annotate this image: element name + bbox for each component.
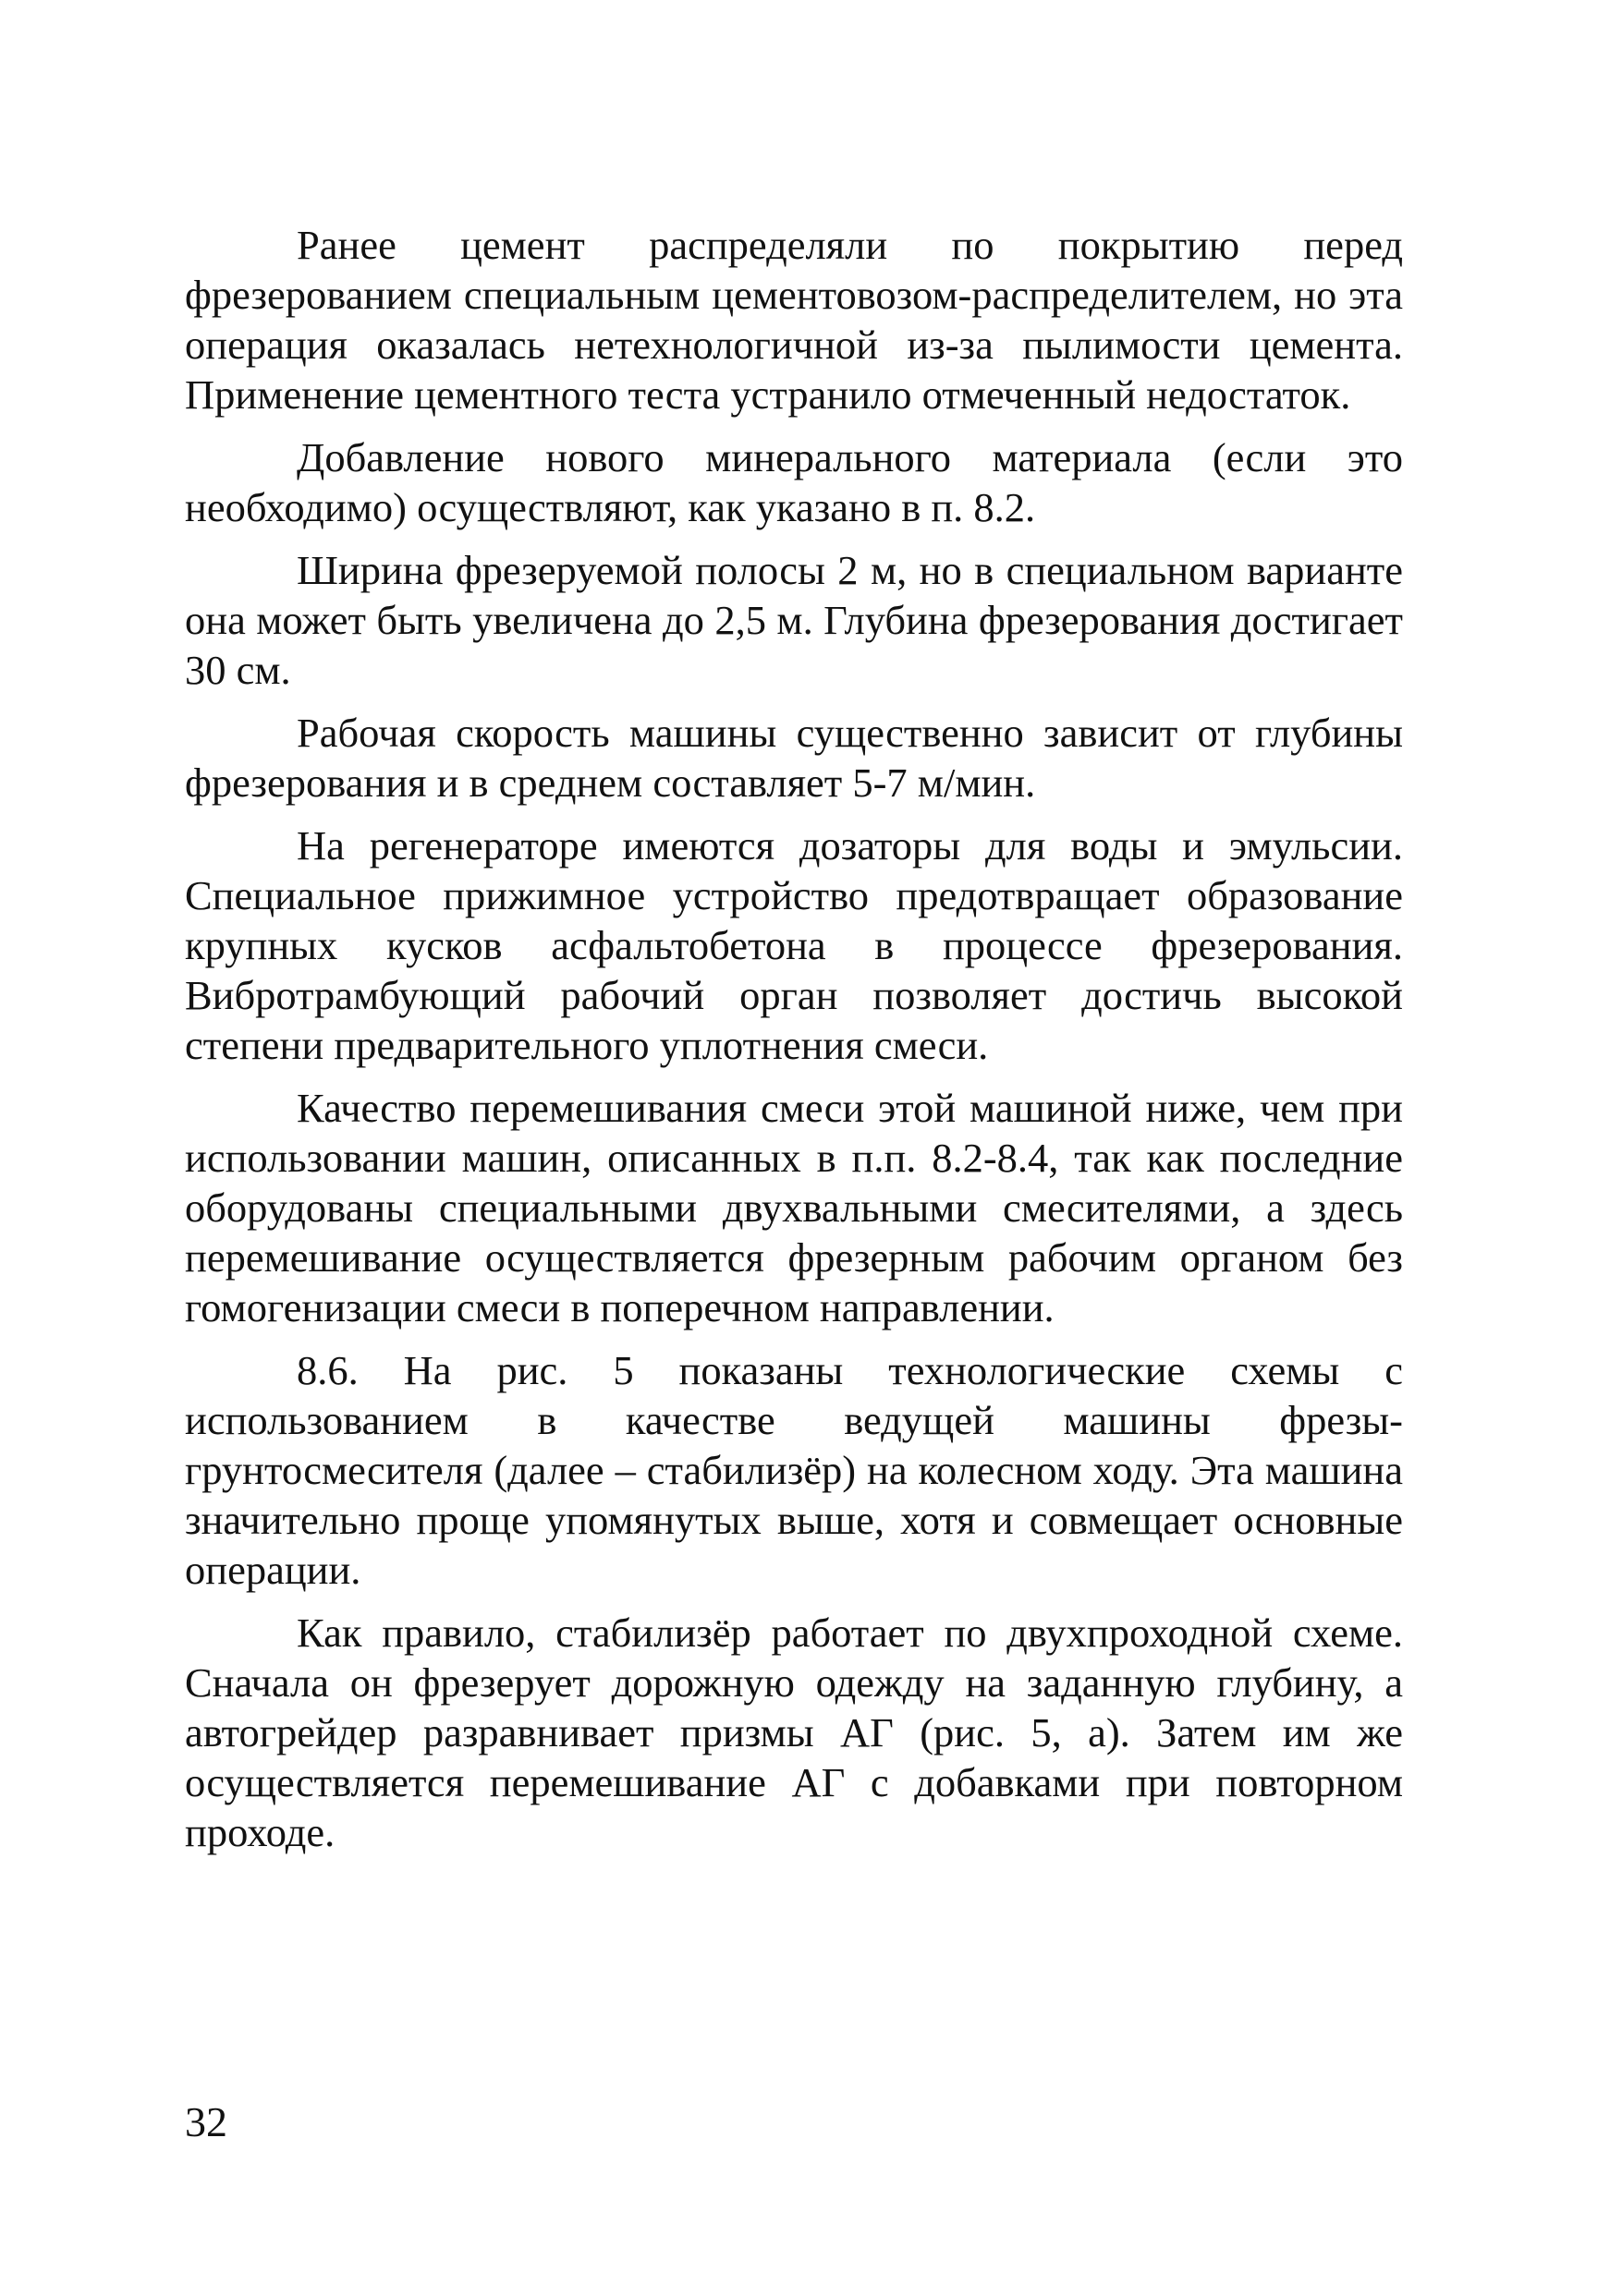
paragraph-two-pass-scheme: Как правило, стабилизёр работает по двухпроходной схеме. Сначала он фрезерует дорожную одежду на заданную глубину, а автогрейдер разравнивает призмы АГ (рис. 5, а). Затем им же осуществляется перемешивание АГ с добавками при повторном проходе. xyxy=(185,1610,1403,1855)
page-number: 32 xyxy=(185,2098,227,2145)
paragraph-cement-distribution: Ранее цемент распределяли по покрытию перед фрезерованием специальным цементовозом-распределителем, но эта операция оказалась нетехнологичной из-за пылимости цемента. Применение цементного теста устранило отмеченный недостаток. xyxy=(185,222,1403,418)
page-body-text xyxy=(185,220,1403,1870)
paragraph-working-speed: Рабочая скорость машины существенно зависит от глубины фрезерования и в среднем составляет 5-7 м/мин. xyxy=(185,710,1403,806)
paragraph-mixing-quality: Качество перемешивания смеси этой машиной ниже, чем при использовании машин, описанных в п.п. 8.2-8.4, так как последние оборудованы специальными двухвальными смесителями, а здесь перемешивание осуществляется фрезерным рабочим органом без гомогенизации смеси в поперечном направлении. xyxy=(185,1085,1403,1330)
paragraph-mineral-material: Добавление нового минерального материала (если это необходимо) осуществляют, как указано в п. 8.2. xyxy=(185,434,1403,530)
paragraph-regenerator-dispensers: На регенераторе имеются дозаторы для воды и эмульсии. Специальное прижимное устройство предотвращает образование крупных кусков асфальтобетона в процессе фрезерования. Вибротрамбующий рабочий орган позволяет достичь высокой степени предварительного уплотнения смеси. xyxy=(185,822,1403,1068)
paragraph-section-8-6: 8.6. На рис. 5 показаны технологические схемы с использованием в качестве ведущей машины фрезы-грунтосмесителя (далее – стабилизёр) на колесном ходу. Эта машина значительно проще упомянутых выше, хотя и совмещает основные операции. xyxy=(185,1347,1403,1593)
paragraph-milling-width: Ширина фрезеруемой полосы 2 м, но в специальном варианте она может быть увеличена до 2,5 м. Глубина фрезерования достигает 30 см. xyxy=(185,547,1403,693)
